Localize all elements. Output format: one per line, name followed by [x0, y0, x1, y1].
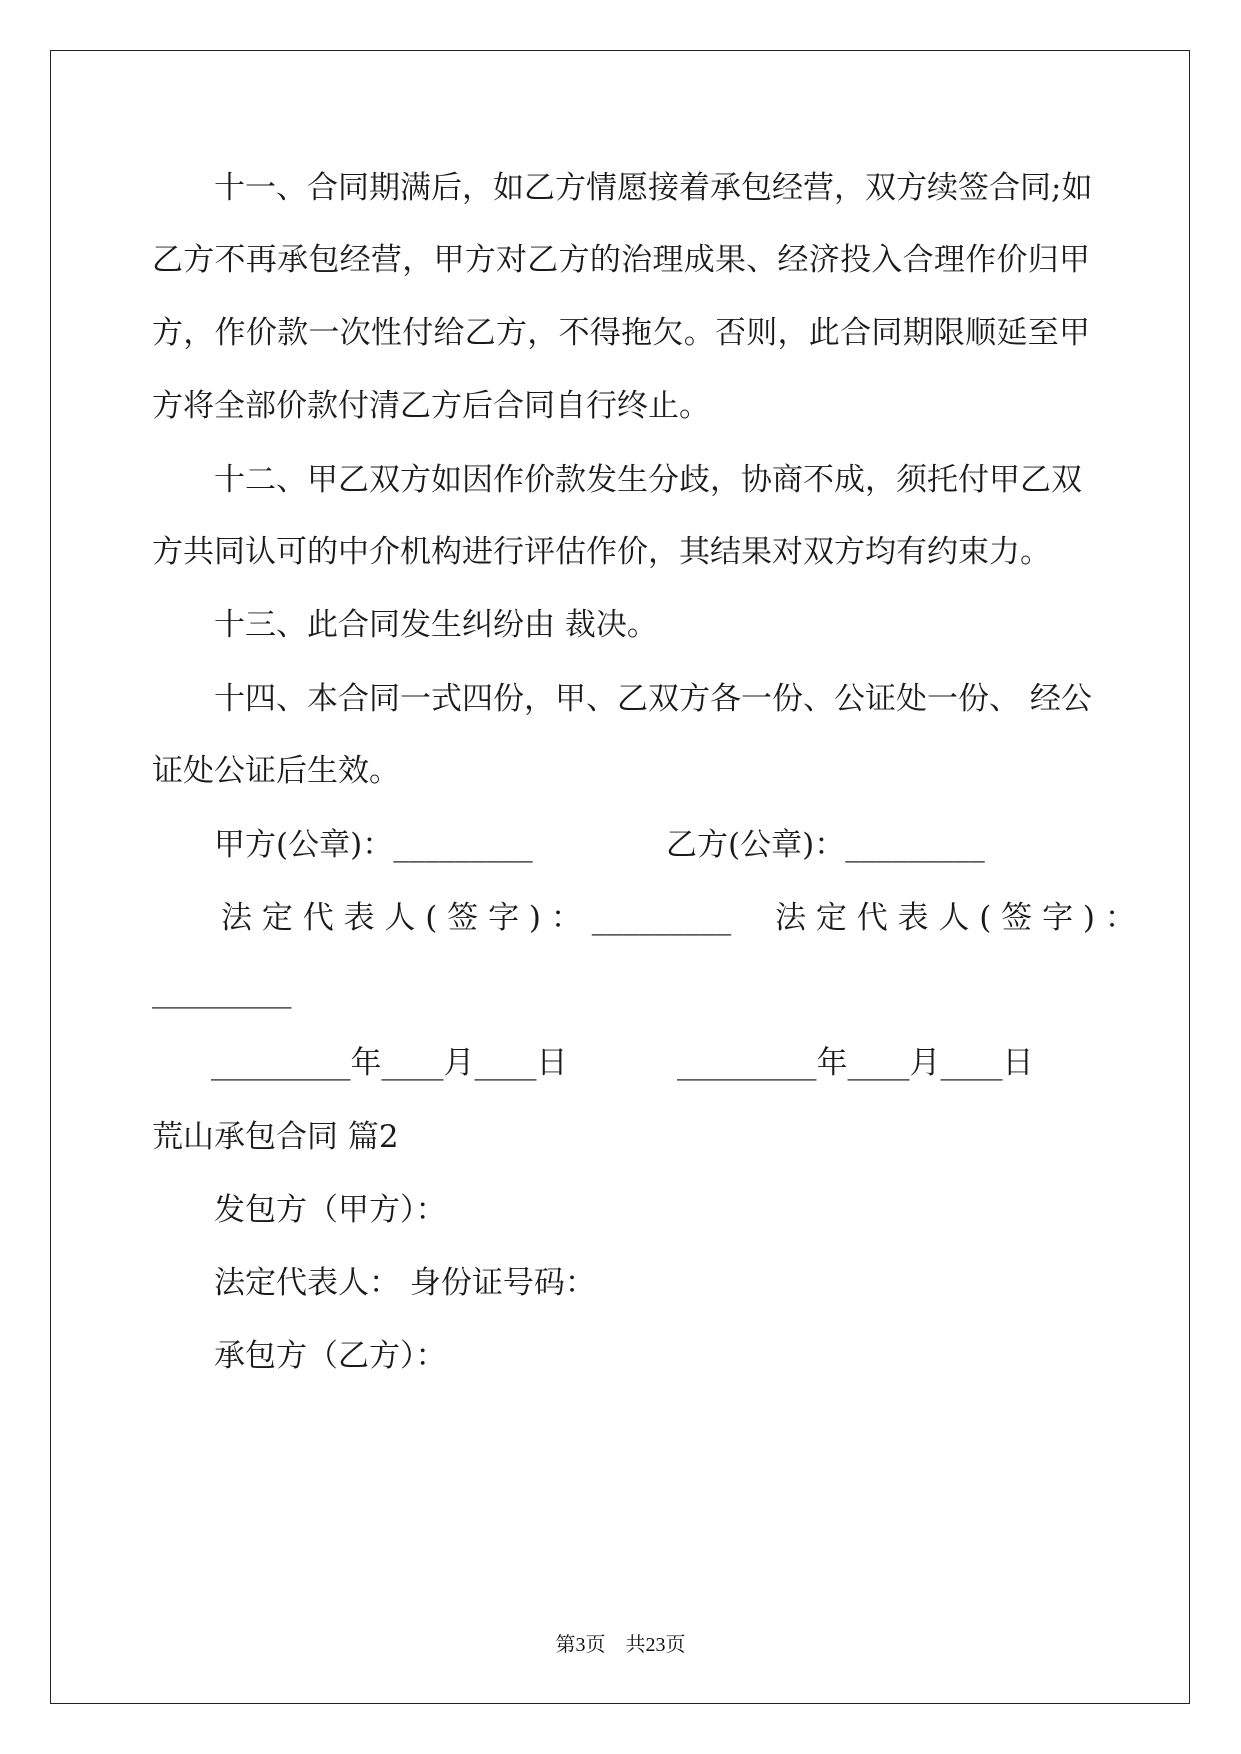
- party-b-legal-rep: 法 定 代 表 人 ( 签 字 ) ：: [775, 900, 1136, 936]
- date-party-b: _________年____月____日: [677, 1045, 1034, 1081]
- clause-12-line-2: 方共同认可的中介机构进行评估作价，其结果对双方均有约束力。: [152, 534, 1051, 570]
- page-number: 第3页 共23页: [555, 1634, 686, 1656]
- page-border: [50, 50, 1190, 1704]
- clause-11-line-2: 乙方不再承包经营，甲方对乙方的治理成果、经济投入合理作价归甲: [152, 242, 1090, 278]
- party-a-seal: 甲方(公章)：_________: [214, 827, 533, 863]
- employer-line: 发包方（甲方）：: [214, 1192, 447, 1228]
- clause-14-line-1: 十四、本合同一式四份，甲、乙双方各一份、公证处一份、 经公: [214, 681, 1092, 717]
- legal-rep-id-line: 法定代表人： 身份证号码：: [214, 1265, 596, 1301]
- contractor-line: 承包方（乙方）：: [214, 1338, 447, 1374]
- clause-11-line-4: 方将全部价款付清乙方后合同自行终止。: [152, 388, 710, 424]
- clause-14-line-2: 证处公证后生效。: [152, 753, 400, 789]
- section-2-title: 荒山承包合同 篇2: [152, 1119, 399, 1155]
- clause-11-line-3: 方，作价款一次性付给乙方，不得拖欠。否则，此合同期限顺延至甲: [152, 315, 1090, 351]
- date-party-a: _________年____月____日: [211, 1045, 568, 1081]
- clause-11-line-1: 十一、合同期满后，如乙方情愿接着承包经营，双方续签合同;如: [214, 170, 1093, 206]
- clause-12-line-1: 十二、甲乙双方如因作价款发生分歧，协商不成，须托付甲乙双: [214, 462, 1082, 498]
- party-b-seal: 乙方(公章)：_________: [666, 827, 985, 863]
- clause-13-line-1: 十三、此合同发生纠纷由 裁决。: [214, 607, 658, 643]
- party-b-legal-rep-blank: _________: [152, 973, 292, 1009]
- party-a-legal-rep: 法 定 代 表 人 ( 签 字 ) ： _________: [221, 900, 732, 936]
